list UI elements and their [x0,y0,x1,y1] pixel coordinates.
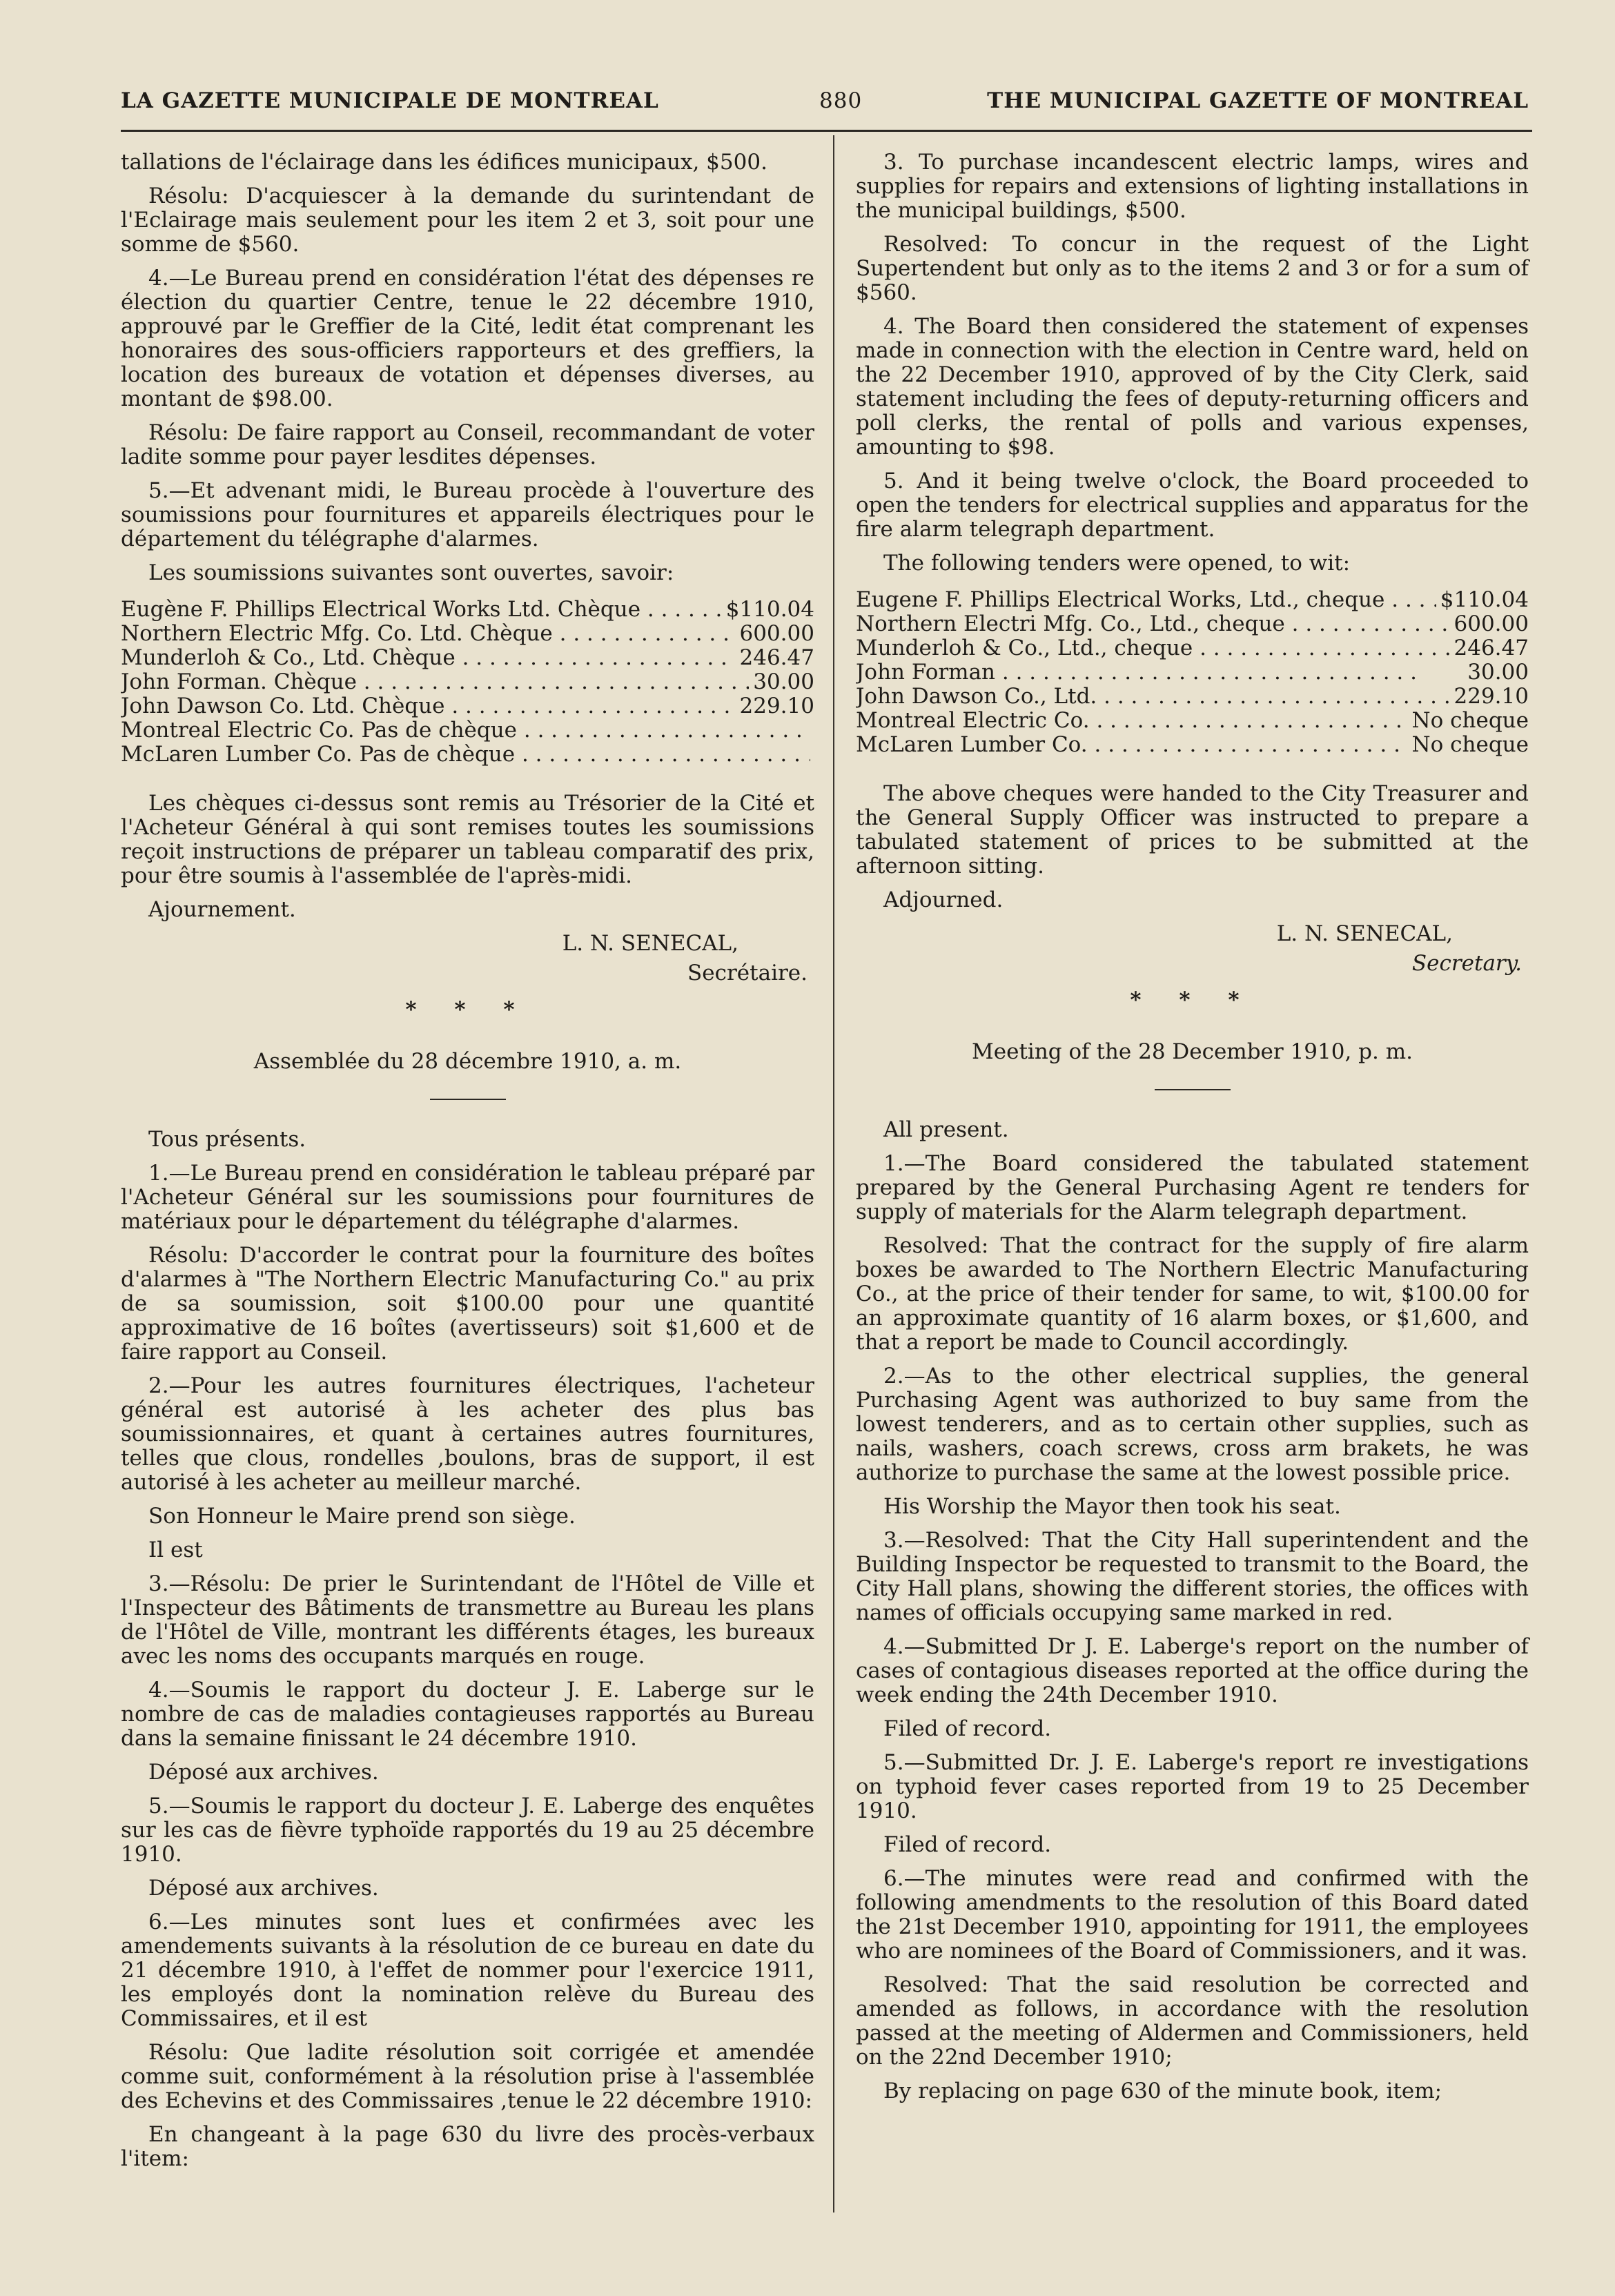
tender-row: McLaren Lumber Co. . . . No cheque [856,733,1529,757]
tender-row: Eugène F. Phillips Electrical Works Ltd. Chèque . . . $110.04 [121,598,814,622]
meeting-heading: Meeting of the 28 December 1910, p. m. [972,1039,1413,1064]
page-number: 880 [819,88,863,113]
paragraph: 4.—Le Bureau prend en considération l'état des dépenses re élection du quartier Centre, tenue le 22 décembre 1910, approuvé par le Greffier de la Cité, ledit état comprenant les honoraires des sous-officiers rapporteurs et des greffiers, la location des bureaux de votation et dépenses diverses, au montant de $98.00. [121,266,814,411]
paragraph: Resolved: That the said resolution be corrected and amended as follows, in accordance with the resolution passed at the meeting of Aldermen and Commissioners, held on the 22nd December 1910; [856,1972,1529,2070]
paragraph: 3.—Résolu: De prier le Surintendant de l'Hôtel de Ville et l'Inspecteur des Bâtiments de transmettre au Bureau les plans de l'Hôtel de Ville, montrant les différents étages, les bureaux avec les noms des occupants marqués en rouge. [121,1571,814,1669]
tender-row: John Forman. Chèque . . . 30.00 [121,670,814,694]
paragraph: The following tenders were opened, to wit: [883,551,1351,576]
header-title-english: THE MUNICIPAL GAZETTE OF MONTREAL [987,88,1529,113]
paragraph: Filed of record. [883,1716,1052,1741]
tender-row: John Dawson Co., Ltd. . . . 229.10 [856,685,1529,709]
short-rule [1155,1089,1231,1090]
tender-row: Northern Electric Mfg. Co. Ltd. Chèque . . . 600.00 [121,622,814,646]
paragraph: 6.—Les minutes sont lues et confirmées avec les amendements suivants à la résolution de ce bureau en date du 21 décembre 1910, à l'effet de nommer pour l'exercice 1911, les employés dont la nomination relève du Bureau des Commissaires, et il est [121,1910,814,2031]
paragraph: En changeant à la page 630 du livre des procès-verbaux l'item: [121,2122,814,2171]
tender-row: McLaren Lumber Co. Pas de chèque . . . [121,743,814,767]
signature-name: L. N. SENECAL, [562,931,738,956]
tender-row: Munderloh & Co., Ltd., cheque . . . 246.47 [856,636,1529,660]
paragraph: tallations de l'éclairage dans les édifices municipaux, $500. [121,150,767,175]
paragraph: Filed of record. [883,1832,1052,1857]
tender-list [121,598,814,767]
adjournment: Ajournement. [148,897,296,922]
paragraph: 5.—Submitted Dr. J. E. Laberge's report re investigations on typhoid fever cases reported from 19 to 25 December 1910. [856,1750,1529,1823]
paragraph: Il est [148,1538,203,1562]
paragraph: Résolu: D'acquiescer à la demande du surintendant de l'Eclairage mais seulement pour les item 2 et 3, soit pour une somme de $560. [121,184,814,257]
tender-row: John Dawson Co. Ltd. Chèque . . . 229.10 [121,694,814,718]
paragraph: Résolu: D'accorder le contrat pour la fourniture des boîtes d'alarmes à "The Northern Electric Manufacturing Co." au prix de sa soumission, soit $100.00 pour une quantité approximative de 16 boîtes (avertisseurs) soit $1,600 et de faire rapport au Conseil. [121,1243,814,1364]
paragraph: The above cheques were handed to the City Treasurer and the General Supply Officer was instructed to prepare a tabulated statement of prices to be submitted at the afternoon sitting. [856,781,1529,879]
french-column [121,150,814,2181]
paragraph: 6.—The minutes were read and confirmed with the following amendments to the resolution of this Board dated the 21st December 1910, appointing for 1911, the employees who are nominees of the Board of Commissioners, and it was. [856,1866,1529,1963]
paragraph: 5.—Soumis le rapport du docteur J. E. Laberge des enquêtes sur les cas de fièvre typhoïde rapportés du 19 au 25 décembre 1910. [121,1794,814,1867]
paragraph: Résolu: Que ladite résolution soit corrigée et amendée comme suit, conformément à la résolution prise à l'assemblée des Echevins et des Commissaires ,tenue le 22 décembre 1910: [121,2040,814,2113]
signature-name: L. N. SENECAL, [1276,921,1453,946]
tender-row: Northern Electri Mfg. Co., Ltd., cheque . . . 600.00 [856,612,1529,636]
tender-row: Munderloh & Co., Ltd. Chèque . . . 246.47 [121,646,814,670]
paragraph: 4.—Soumis le rapport du docteur J. E. Laberge sur le nombre de cas de maladies contagieuses rapportés au Bureau dans la semaine finissant le 24 décembre 1910. [121,1678,814,1751]
header-title-french: LA GAZETTE MUNICIPALE DE MONTREAL [121,88,659,113]
paragraph: 1.—Le Bureau prend en considération le tableau préparé par l'Acheteur Général sur les soumissions pour fournitures de matériaux pour le département du télégraphe d'alarmes. [121,1161,814,1234]
paragraph: 4.—Submitted Dr J. E. Laberge's report on the number of cases of contagious diseases reported at the office during the week ending the 24th December 1910. [856,1634,1529,1707]
paragraph: 3. To purchase incandescent electric lamps, wires and supplies for repairs and extensions of lighting installations in the municipal buildings, $500. [856,150,1529,223]
tender-row: Eugene F. Phillips Electrical Works, Ltd., cheque . . . $110.04 [856,588,1529,612]
short-rule [430,1099,506,1100]
meeting-heading: Assemblée du 28 décembre 1910, a. m. [253,1049,682,1074]
paragraph: 5. And it being twelve o'clock, the Board proceeded to open the tenders for electrical supplies and apparatus for the fire alarm telegraph department. [856,469,1529,542]
paragraph: Resolved: To concur in the request of the Light Supertendent but only as to the items 2 and 3 or for a sum of $560. [856,232,1529,305]
paragraph: Tous présents. [148,1127,306,1152]
adjournment: Adjourned. [883,887,1004,912]
signature-title: Secretary. [1411,951,1522,976]
paragraph: 5.—Et advenant midi, le Bureau procède à l'ouverture des soumissions pour fournitures et appareils électriques pour le département du télégraphe d'alarmes. [121,478,814,551]
english-column [856,150,1529,2113]
column-divider [833,135,834,2212]
paragraph: Resolved: That the contract for the supply of fire alarm boxes be awarded to The Northern Electric Manufacturing Co., at the price of their tender for same, to wit, $100.00 for an approximate quantity of 16 alarm boxes, or $1,600, and that a report be made to Council accordingly. [856,1233,1529,1355]
signature-title: Secrétaire. [687,961,808,985]
section-separator-stars: * * * [1130,988,1255,1012]
header-rule [121,130,1532,132]
tender-row: Montreal Electric Co. Pas de chèque . . . [121,718,814,743]
tender-row: John Forman . . . 30.00 [856,660,1529,685]
paragraph: Déposé aux archives. [148,1760,379,1785]
page-header [121,88,1529,127]
paragraph: Les chèques ci-dessus sont remis au Trésorier de la Cité et l'Acheteur Général à qui sont remises toutes les soumissions reçoit instructions de préparer un tableau comparatif des prix, pour être soumis à l'assemblée de l'après-midi. [121,791,814,888]
paragraph: 2.—As to the other electrical supplies, the general Purchasing Agent was authorized to buy same from the lowest tenderers, and as to certain other supplies, such as nails, washers, coach screws, cross arm brakets, he was authorize to purchase the same at the lowest possible price. [856,1364,1529,1485]
paragraph: 4. The Board then considered the statement of expenses made in connection with the election in Centre ward, held on the 22 December 1910, approved of by the City Clerk, said statement including the fees of deputy-returning officers and poll clerks, the rental of polls and various expenses, amounting to $98. [856,314,1529,460]
paragraph: All present. [883,1117,1009,1142]
section-separator-stars: * * * [405,997,530,1022]
paragraph: Son Honneur le Maire prend son siège. [148,1504,576,1529]
paragraph: 3.—Resolved: That the City Hall superintendent and the Building Inspector be requested to transmit to the Board, the City Hall plans, showing the different stories, the offices with names of officials occupying same marked in red. [856,1528,1529,1625]
paragraph: His Worship the Mayor then took his seat. [883,1494,1341,1519]
tender-row: Montreal Electric Co. . . . No cheque [856,709,1529,733]
paragraph: 2.—Pour les autres fournitures électriques, l'acheteur général est autorisé à les acheter des plus bas soumissionnaires, et quant à certaines autres fournitures, telles que clous, rondelles ,boulons, bras de support, il est autorisé à les acheter au meilleur marché. [121,1373,814,1495]
paragraph: 1.—The Board considered the tabulated statement prepared by the General Purchasing Agent re tenders for supply of materials for the Alarm telegraph department. [856,1151,1529,1224]
paragraph: By replacing on page 630 of the minute book, item; [883,2079,1442,2103]
paragraph: Résolu: De faire rapport au Conseil, recommandant de voter ladite somme pour payer lesdites dépenses. [121,420,814,469]
paragraph: Les soumissions suivantes sont ouvertes, savoir: [148,560,674,585]
paragraph: Déposé aux archives. [148,1876,379,1901]
tender-list [856,588,1529,757]
